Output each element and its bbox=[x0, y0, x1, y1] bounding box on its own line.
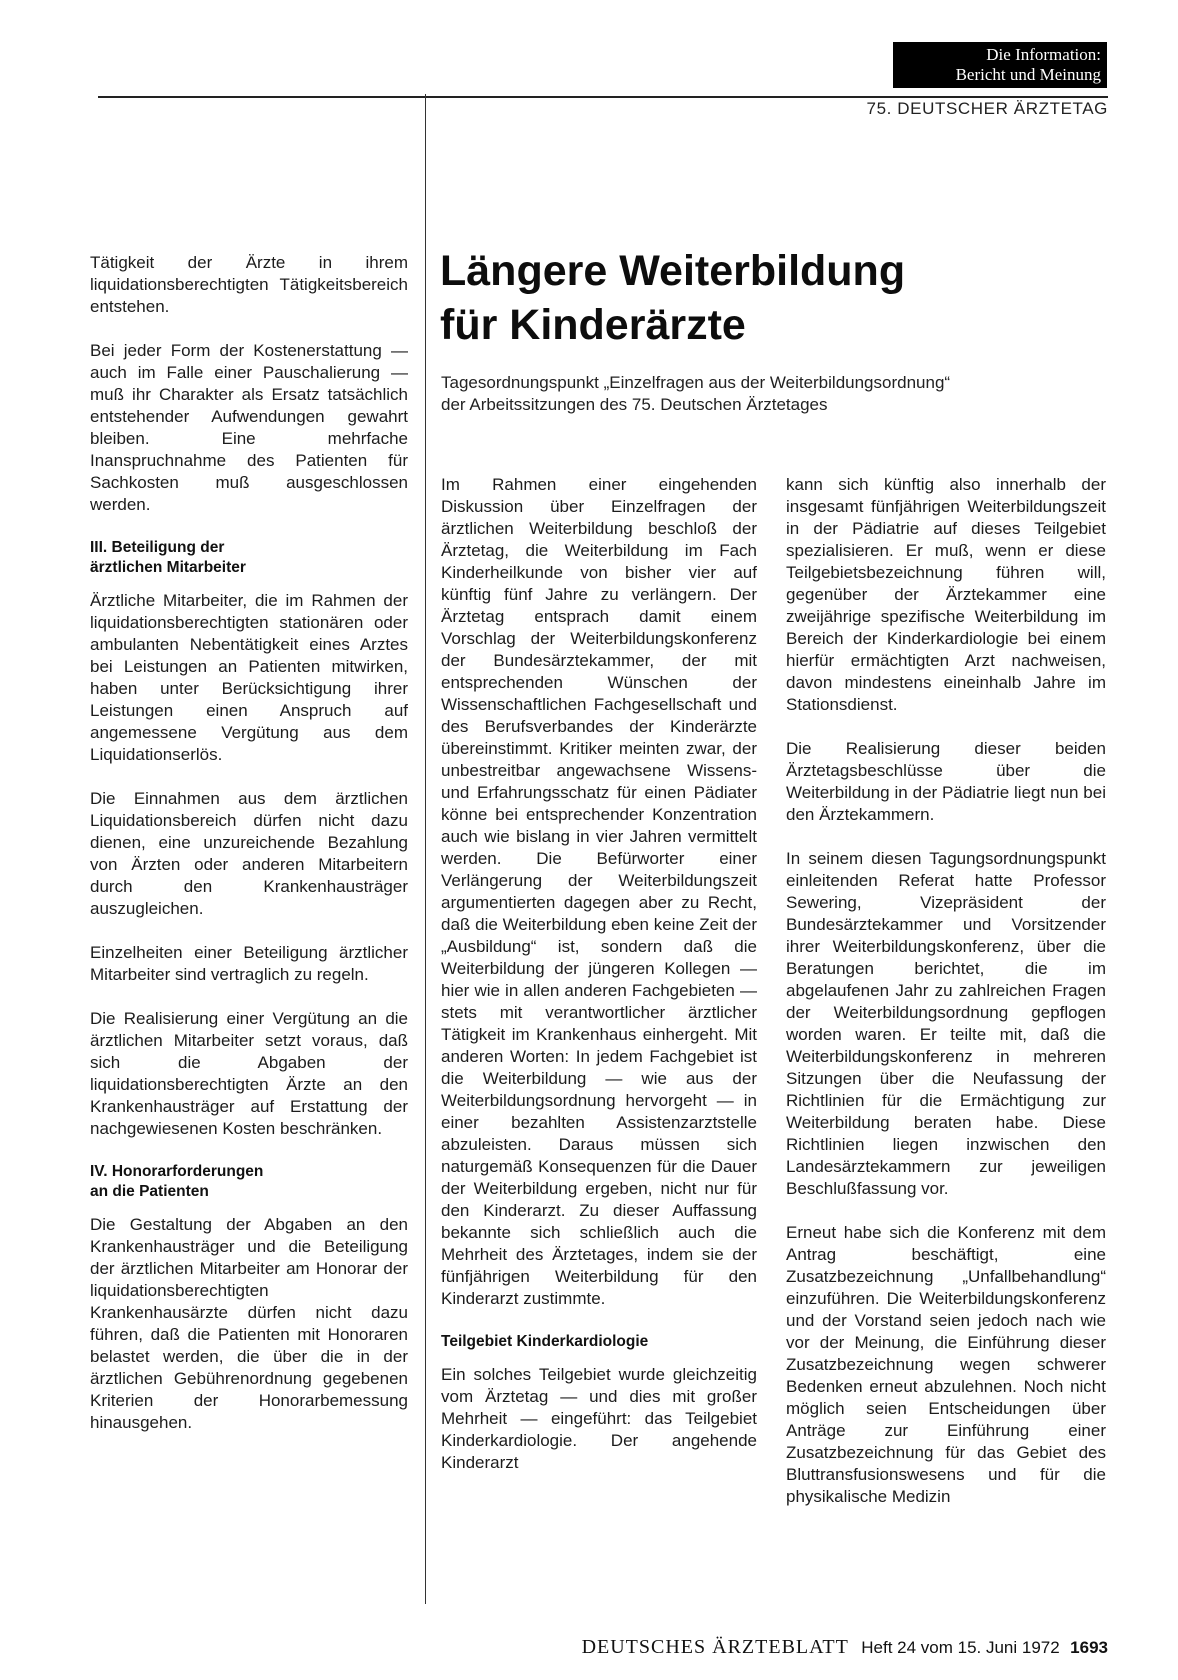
left-heading-line: IV. Honorarforderungen bbox=[90, 1163, 264, 1180]
middle-paragraph: Ein solches Teilgebiet wurde gleichzeitig vom Ärztetag — und dies mit großer Mehrheit — eingeführt: das Teilgebiet Kinderkardiologie. Der angehende Kinderarzt bbox=[441, 1365, 757, 1472]
left-paragraph: Bei jeder Form der Kostenerstattung — auch im Falle einer Pauschalierung — muß ihr Charakter als Ersatz tatsächlich entstehender Aufwendungen gewahrt bleiben. Eine mehrfache Inanspruchnahme des Patienten für Sachkosten muß ausgeschlossen werden. bbox=[90, 341, 408, 514]
badge-line-1: Die Information: bbox=[986, 45, 1101, 64]
section-label: 75. DEUTSCHER ÄRZTETAG bbox=[866, 99, 1108, 118]
left-heading bbox=[90, 1162, 408, 1202]
right-paragraph: Die Realisierung dieser beiden Ärztetagsbeschlüsse über die Weiterbildung in der Pädiatrie liegt nun bei den Ärztekammern. bbox=[786, 739, 1106, 824]
article-subtitle bbox=[441, 372, 1091, 416]
right-paragraph: In seinem diesen Tagungsordnungspunkt einleitenden Referat hatte Professor Sewering, Vizepräsident der Bundesärztekammer und Vorsitzender ihrer Weiterbildungskonferenz, über die Beratungen berichtet, die im abgelaufenen Jahr zu zahlreichen Fragen der Weiterbildungsordnung gepflogen worden waren. Er teilte mit, daß die Weiterbildungskonferenz in mehreren Sitzungen über die Neufassung der Richtlinien für die Ermächtigung zur Weiterbildung beraten habe. Diese Richtlinien liegen inzwischen den Landesärztekammern zur jeweiligen Beschlußfassung vor. bbox=[786, 849, 1106, 1198]
left-column bbox=[90, 252, 408, 1456]
left-paragraph: Die Einnahmen aus dem ärztlichen Liquidationsbereich dürfen nicht dazu dienen, eine unzureichende Bezahlung von Ärzten oder anderen Mitarbeitern durch den Krankenhausträger auszugleichen. bbox=[90, 789, 408, 918]
article-title bbox=[440, 244, 1100, 352]
page-number: 1693 bbox=[1070, 1638, 1108, 1657]
journal-name: DEUTSCHES ÄRZTEBLATT bbox=[581, 1636, 849, 1658]
left-paragraph: Ärztliche Mitarbeiter, die im Rahmen der liquidationsberechtigten stationären oder ambulanten Nebentätigkeit eines Arztes bei Leistungen an Patienten mitwirken, haben unter Berücksichtigung ihrer Leistungen einen Anspruch auf angemessene Vergütung aus dem Liquidationserlös. bbox=[90, 591, 408, 764]
subtitle-line: der Arbeitssitzungen des 75. Deutschen Ärztetages bbox=[441, 395, 828, 414]
left-heading bbox=[90, 538, 408, 578]
title-line: für Kinderärzte bbox=[440, 301, 746, 349]
left-heading-line: an die Patienten bbox=[90, 1183, 209, 1200]
left-heading-line: ärztlichen Mitarbeiter bbox=[90, 559, 246, 576]
left-paragraph: Einzelheiten einer Beteiligung ärztlicher Mitarbeiter sind vertraglich zu regeln. bbox=[90, 943, 408, 984]
title-line: Längere Weiterbildung bbox=[440, 247, 906, 295]
middle-paragraph: Im Rahmen einer eingehenden Diskussion über Einzelfragen der ärztlichen Weiterbildung beschloß der Ärztetag, die Weiterbildung im Fach Kinderheilkunde von bisher vier auf künftig fünf Jahre zu verlängern. Der Ärztetag entsprach damit einem Vorschlag der Weiterbildungskonferenz der Bundesärztekammer, der mit entsprechenden Wünschen der Wissenschaftlichen Fachgesellschaft und des Berufsverbandes der Kinderärzte übereinstimmt. Kritiker meinten zwar, der unbestreitbar angewachsene Wissens- und Erfahrungsschatz für einen Pädiater könne bei entsprechender Konzentration auch wie bislang in vier Jahren vermittelt werden. Die Befürworter einer Verlängerung der Weiterbildungszeit argumentierten dagegen aber zu Recht, daß die Weiterbildung eben keine Zeit der „Ausbildung“ ist, sondern daß die Weiterbildung der jüngeren Kollegen — hier wie in allen anderen Fachgebieten — stets mit verantwortlicher ärztlicher Tätigkeit im Krankenhaus einhergeht. Mit anderen Worten: In jedem Fachgebiet ist die Weiterbildung — wie aus der Weiterbildungsordnung hervorgeht — in einer bezahlten Assistenzarztstelle abzuleisten. Daraus müssen sich naturgemäß Konsequenzen für die Dauer der Weiterbildung ergeben, nicht nur für den Kinderarzt. Zu dieser Auffassung bekannte sich schließlich auch die Mehrheit des Ärztetages, indem sie der fünfjährigen Weiterbildung für den Kinderarzt zustimmte. bbox=[441, 475, 757, 1308]
right-paragraph: Erneut habe sich die Konferenz mit dem Antrag beschäftigt, eine Zusatzbezeichnung „Unfallbehandlung“ einzuführen. Die Weiterbildungskonferenz und der Vorstand seien jedoch nach wie vor der Meinung, die Einführung dieser Zusatzbezeichnung wegen schwerer Bedenken erneut abzulehnen. Noch nicht möglich seien Entscheidungen über Anträge zur Einführung einer Zusatzbezeichnung für das Gebiet des Bluttransfusionswesens und für die physikalische Medizin bbox=[786, 1223, 1106, 1506]
right-paragraph: kann sich künftig also innerhalb der insgesamt fünfjährigen Weiterbildungszeit in der Pädiatrie auf dieses Teilgebiet spezialisieren. Er muß, wenn er diese Teilgebietsbezeichnung führen will, gegenüber der Ärztekammer eine zweijährige spezifische Weiterbildung im Bereich der Kinderkardiologie bei einem hierfür ermächtigten Arzt nachweisen, davon mindestens eineinhalb Jahre im Stationsdienst. bbox=[786, 475, 1106, 714]
page-footer bbox=[480, 1636, 1108, 1659]
left-paragraph: Tätigkeit der Ärzte in ihrem liquidationsberechtigten Tätigkeitsbereich entstehen. bbox=[90, 253, 408, 316]
section-badge bbox=[893, 42, 1107, 88]
left-heading-line: III. Beteiligung der bbox=[90, 539, 225, 556]
issue-info: Heft 24 vom 15. Juni 1972 bbox=[861, 1638, 1060, 1657]
right-column bbox=[786, 474, 1106, 1530]
column-divider bbox=[425, 94, 426, 1604]
left-paragraph: Die Realisierung einer Vergütung an die ärztlichen Mitarbeiter setzt voraus, daß sich die Abgaben der liquidationsberechtigten Ärzte an den Krankenhausträger auf Erstattung der nachgewiesenen Kosten beschränken. bbox=[90, 1009, 408, 1138]
left-paragraph: Die Gestaltung der Abgaben an den Krankenhausträger und die Beteiligung der ärztlichen Mitarbeiter am Honorar der liquidationsberechtigten Krankenhausärzte dürfen nicht dazu führen, daß die Patienten mit Honoraren belastet werden, die über die in der ärztlichen Gebührenordnung gegebenen Kriterien der Honorarbemessung hinausgehen. bbox=[90, 1215, 408, 1432]
subtitle-line: Tagesordnungspunkt „Einzelfragen aus der Weiterbildungsordnung“ bbox=[441, 373, 951, 392]
middle-column bbox=[441, 474, 757, 1496]
header-rule bbox=[98, 96, 1108, 98]
badge-line-2: Bericht und Meinung bbox=[955, 65, 1101, 84]
middle-heading: Teilgebiet Kinderkardiologie bbox=[441, 1333, 649, 1350]
